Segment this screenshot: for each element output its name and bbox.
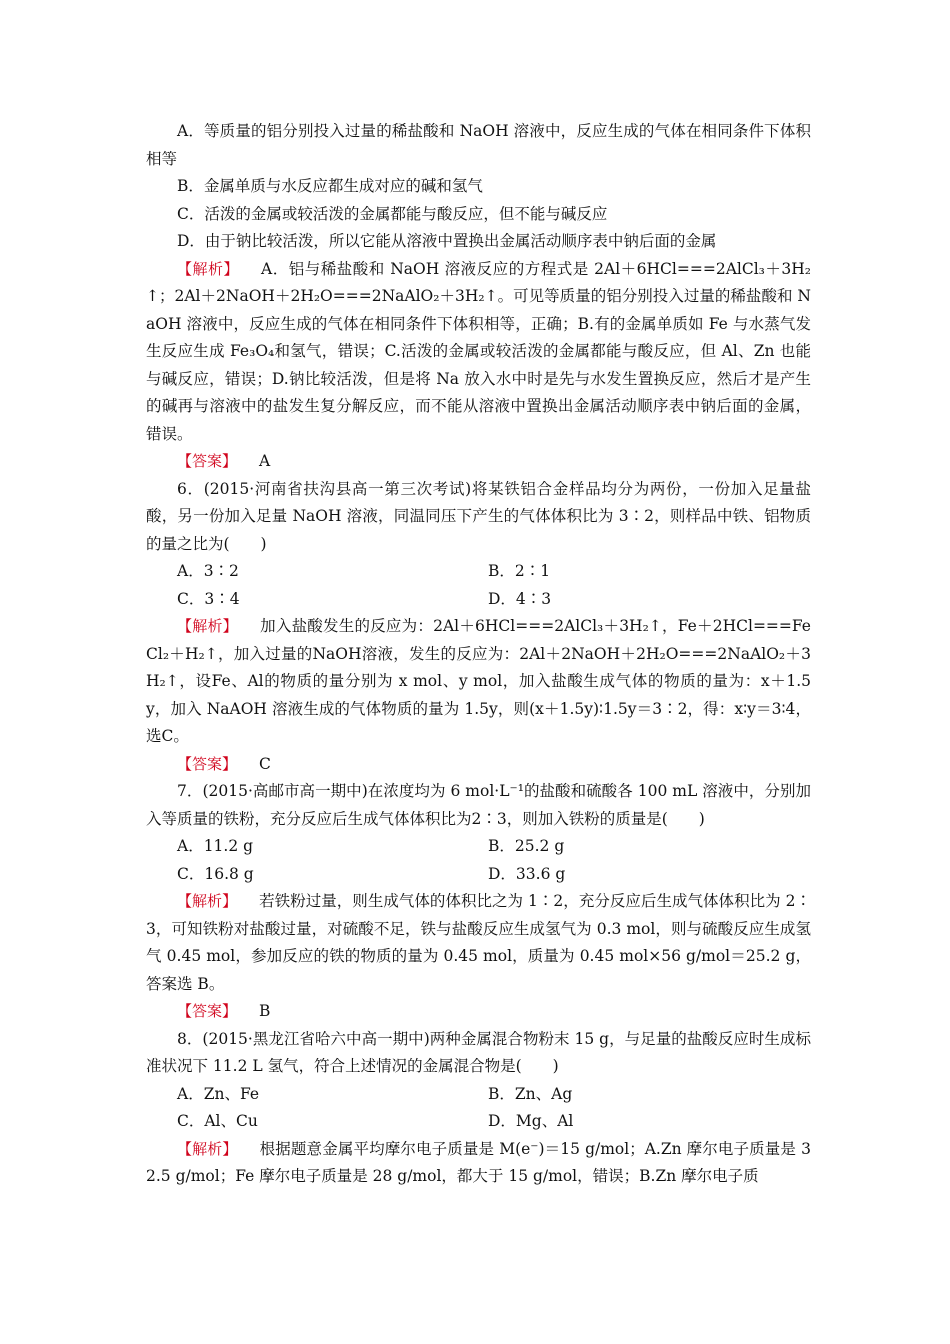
q5-answer-value: A bbox=[259, 452, 271, 470]
q7-options-row-2 bbox=[146, 861, 811, 889]
q6-answer bbox=[146, 751, 811, 779]
q5-analysis-text: A．铝与稀盐酸和 NaOH 溶液反应的方程式是 2Al＋6HCl===2AlCl₃＋3H₂↑；2Al＋2NaOH＋2H₂O===2NaAlO₂＋3H₂↑。可见等质量的铝分别投入过量的稀盐酸和 NaOH 溶液中，反应生成的气体在相同条件下体积相等，正确；B.有的金属单质如 Fe 与水蒸气发生反应生成 Fe₃O₄和氢气，错误；C.活泼的金属或较活泼的金属都能与酸反应，但 Al、Zn 也能与碱反应，错误；D.钠比较活泼，但是将 Na 放入水中时是先与水发生置换反应，然后才是产生的碱再与溶液中的盐发生复分解反应，而不能从溶液中置换出金属活动顺序表中钠后面的金属，错误。 bbox=[146, 259, 811, 443]
q8-options-row-1 bbox=[146, 1081, 811, 1109]
q7-answer-value: B bbox=[259, 1002, 271, 1020]
q8-analysis-text: 根据题意金属平均摩尔电子质量是 M(e⁻)＝15 g/mol；A.Zn 摩尔电子质量是 32.5 g/mol；Fe 摩尔电子质量是 28 g/mol，都大于 15 g/mol，错误；B.Zn 摩尔电子质 bbox=[146, 1139, 811, 1185]
q8-analysis bbox=[146, 1136, 811, 1191]
q8-stem: 8．(2015·黑龙江省哈六中高一期中)两种金属混合物粉末 15 g，与足量的盐酸反应时生成标准状况下 11.2 L 氢气，符合上述情况的金属混合物是( ) bbox=[146, 1029, 811, 1075]
q7-option-b: B．25.2 g bbox=[488, 837, 565, 855]
q7-option-a: A．11.2 g bbox=[177, 837, 254, 855]
analysis-label: 【解析】 bbox=[177, 617, 238, 635]
q8-option-b: B．Zn、Ag bbox=[488, 1084, 573, 1103]
answer-label: 【答案】 bbox=[177, 452, 238, 470]
q7-stem: 7．(2015·高邮市高一期中)在浓度均为 6 mol·L⁻¹的盐酸和硫酸各 100 mL 溶液中，分别加入等质量的铁粉，充分反应后生成气体体积比为2∶3，则加入铁粉的质量是( ) bbox=[146, 782, 811, 828]
analysis-label: 【解析】 bbox=[177, 892, 238, 910]
q7-option-c: C．16.8 g bbox=[177, 864, 254, 883]
q5-option-b: B．金属单质与水反应都生成对应的碱和氢气 bbox=[177, 177, 483, 195]
q6-stem: 6．(2015·河南省扶沟县高一第三次考试)将某铁铝合金样品均分为两份，一份加入足量盐酸，另一份加入足量 NaOH 溶液，同温同压下产生的气体体积比为 3∶2，则样品中铁、铝物质的量之比为( ) bbox=[146, 479, 811, 553]
q5-analysis bbox=[146, 256, 811, 449]
q5-option-a: A．等质量的铝分别投入过量的稀盐酸和 NaOH 溶液中，反应生成的气体在相同条件下体积相等 bbox=[146, 122, 811, 168]
analysis-label: 【解析】 bbox=[177, 1139, 238, 1158]
q8-option-c: C．Al、Cu bbox=[177, 1112, 258, 1130]
q7-analysis bbox=[146, 888, 811, 998]
q6-options-row-1 bbox=[146, 558, 811, 586]
q6-answer-value: C bbox=[259, 754, 271, 773]
q6-option-d: D．4∶3 bbox=[488, 589, 552, 608]
q7-option-d: D．33.6 g bbox=[488, 864, 566, 883]
q8-option-d: D．Mg、Al bbox=[488, 1112, 574, 1130]
q6-analysis bbox=[146, 613, 811, 751]
q7-options-row-1 bbox=[146, 833, 811, 861]
q6-options-row-2 bbox=[146, 586, 811, 614]
q5-answer bbox=[146, 448, 811, 476]
q7-answer bbox=[146, 998, 811, 1026]
document-page bbox=[146, 118, 811, 1191]
q6-option-a: A．3∶2 bbox=[177, 562, 239, 580]
q5-option-c: C．活泼的金属或较活泼的金属都能与酸反应，但不能与碱反应 bbox=[177, 204, 608, 223]
analysis-label: 【解析】 bbox=[177, 259, 240, 278]
q7-analysis-text: 若铁粉过量，则生成气体的体积比之为 1∶2，充分反应后生成气体体积比为 2∶3，可知铁粉对盐酸过量，对硫酸不足，铁与盐酸反应生成氢气为 0.3 mol，则与硫酸反应生成氢气 0.45 mol，参加反应的铁的物质的量为 0.45 mol，质量为 0.45 mol×56 g/mol＝25.2 g，答案选 B。 bbox=[146, 892, 811, 993]
answer-label: 【答案】 bbox=[177, 754, 238, 773]
q8-option-a: A．Zn、Fe bbox=[177, 1084, 260, 1103]
q5-option-d: D．由于钠比较活泼，所以它能从溶液中置换出金属活动顺序表中钠后面的金属 bbox=[177, 232, 717, 250]
q6-option-b: B．2∶1 bbox=[488, 562, 551, 580]
q8-options-row-2 bbox=[146, 1108, 811, 1136]
answer-label: 【答案】 bbox=[177, 1002, 238, 1020]
q6-analysis-text: 加入盐酸发生的反应为：2Al＋6HCl===2AlCl₃＋3H₂↑，Fe＋2HCl===FeCl₂＋H₂↑，加入过量的NaOH溶液，发生的反应为：2Al＋2NaOH＋2H₂O===2NaAlO₂＋3H₂↑，设Fe、Al的物质的量分别为 x mol、y mol，加入盐酸生成气体的物质的量为：x＋1.5y，加入 NaAOH 溶液生成的气体物质的量为 1.5y，则(x＋1.5y)∶1.5y＝3∶2，得：x∶y＝3∶4，选C。 bbox=[146, 617, 811, 745]
q6-option-c: C．3∶4 bbox=[177, 589, 240, 608]
